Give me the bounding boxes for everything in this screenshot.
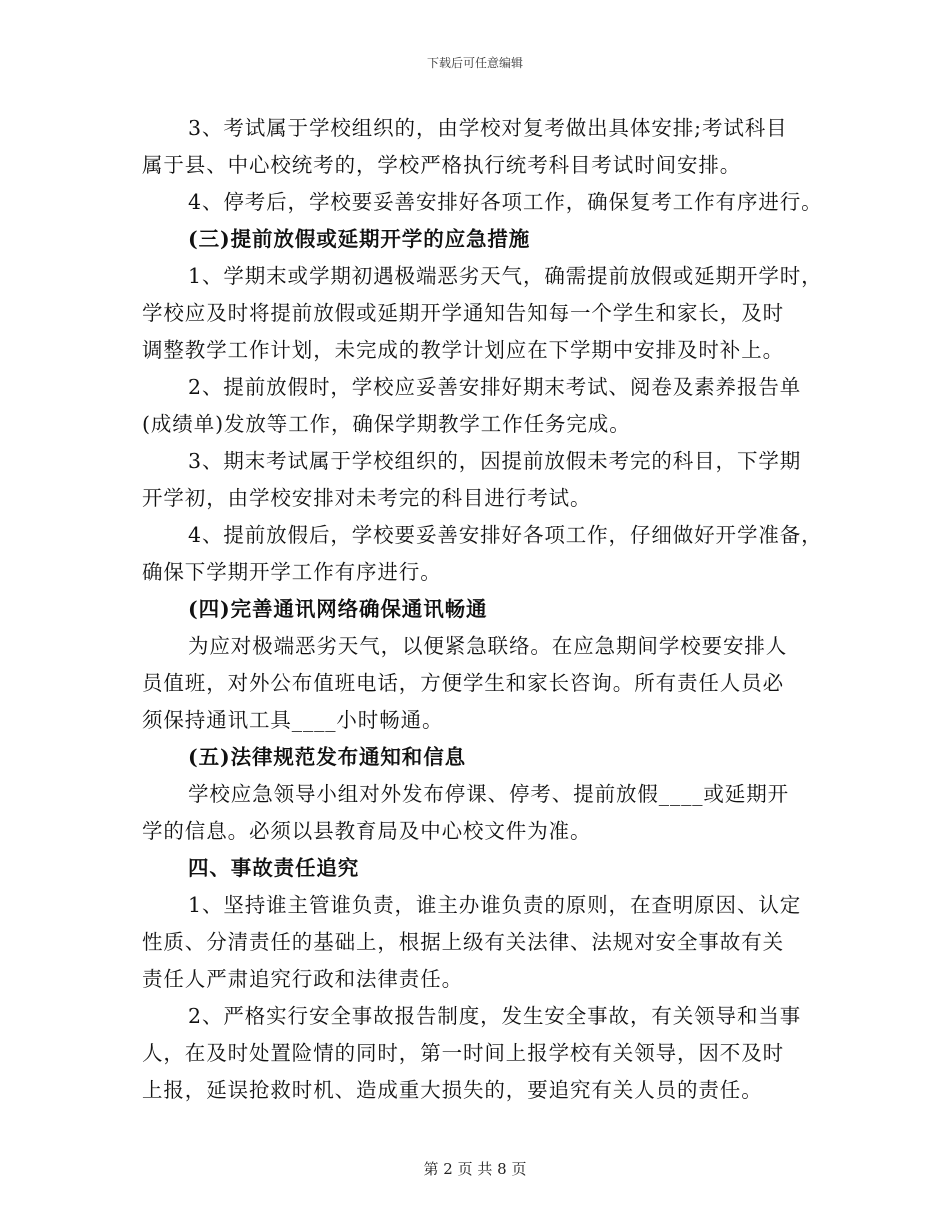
section-heading: (四)完善通讯网络确保通讯畅通 [188, 597, 488, 621]
paragraph-line: 为应对极端恶劣天气，以便紧急联络。在应急期间学校要安排人 [188, 634, 788, 658]
paragraph-line: 人，在及时处置险情的同时，第一时间上报学校有关领导，因不及时 [142, 1041, 784, 1065]
paragraph-line: 上报，延误抢救时机、造成重大损失的，要追究有关人员的责任。 [142, 1078, 763, 1102]
paragraph-line: 学校应及时将提前放假或延期开学通知告知每一个学生和家长，及时 [142, 301, 784, 325]
page-footer: 第 2 页 共 8 页 [423, 1160, 527, 1178]
paragraph-line: 责任人严肃追究行政和法律责任。 [142, 967, 463, 991]
paragraph-line: 属于县、中心校统考的，学校严格执行统考科目考试时间安排。 [142, 153, 742, 177]
paragraph-line: 开学初，由学校安排对未考完的科目进行考试。 [142, 486, 592, 510]
paragraph-line: 4、提前放假后，学校要妥善安排好各项工作，仔细做好开学准备， [188, 523, 823, 547]
paragraph-line: 须保持通讯工具____小时畅通。 [142, 708, 444, 732]
paragraph-line: 2、提前放假时，学校应妥善安排好期末考试、阅卷及素养报告单 [188, 375, 802, 399]
paragraph-line: 调整教学工作计划，未完成的教学计划应在下学期中安排及时补上。 [142, 338, 784, 362]
page-header: 下载后可任意编辑 [426, 56, 523, 70]
paragraph-line: 性质、分清责任的基础上，根据上级有关法律、法规对安全事故有关 [142, 930, 784, 954]
paragraph-line: 2、严格实行安全事故报告制度，发生安全事故，有关领导和当事 [188, 1004, 802, 1028]
paragraph-line: 3、期末考试属于学校组织的，因提前放假未考完的科目，下学期 [188, 449, 802, 473]
section-heading: 四、事故责任追究 [188, 856, 360, 880]
paragraph-line: 4、停考后，学校要妥善安排好各项工作，确保复考工作有序进行。 [188, 190, 823, 214]
paragraph-line: 学校应急领导小组对外发布停课、停考、提前放假____或延期开 [188, 782, 789, 806]
paragraph-line: 3、考试属于学校组织的，由学校对复考做出具体安排;考试科目 [188, 116, 788, 140]
paragraph-line: 员值班，对外公布值班电话，方便学生和家长咨询。所有责任人员必 [142, 671, 784, 695]
paragraph-line: 1、学期末或学期初遇极端恶劣天气，确需提前放假或延期开学时， [188, 264, 823, 288]
section-heading: (五)法律规范发布通知和信息 [188, 745, 466, 769]
paragraph-line: 确保下学期开学工作有序进行。 [142, 560, 442, 584]
section-heading: (三)提前放假或延期开学的应急措施 [188, 227, 531, 251]
paragraph-line: (成绩单)发放等工作，确保学期教学工作任务完成。 [142, 412, 631, 436]
paragraph-line: 1、坚持谁主管谁负责，谁主办谁负责的原则，在查明原因、认定 [188, 893, 802, 917]
paragraph-line: 学的信息。必须以县教育局及中心校文件为准。 [142, 819, 592, 843]
